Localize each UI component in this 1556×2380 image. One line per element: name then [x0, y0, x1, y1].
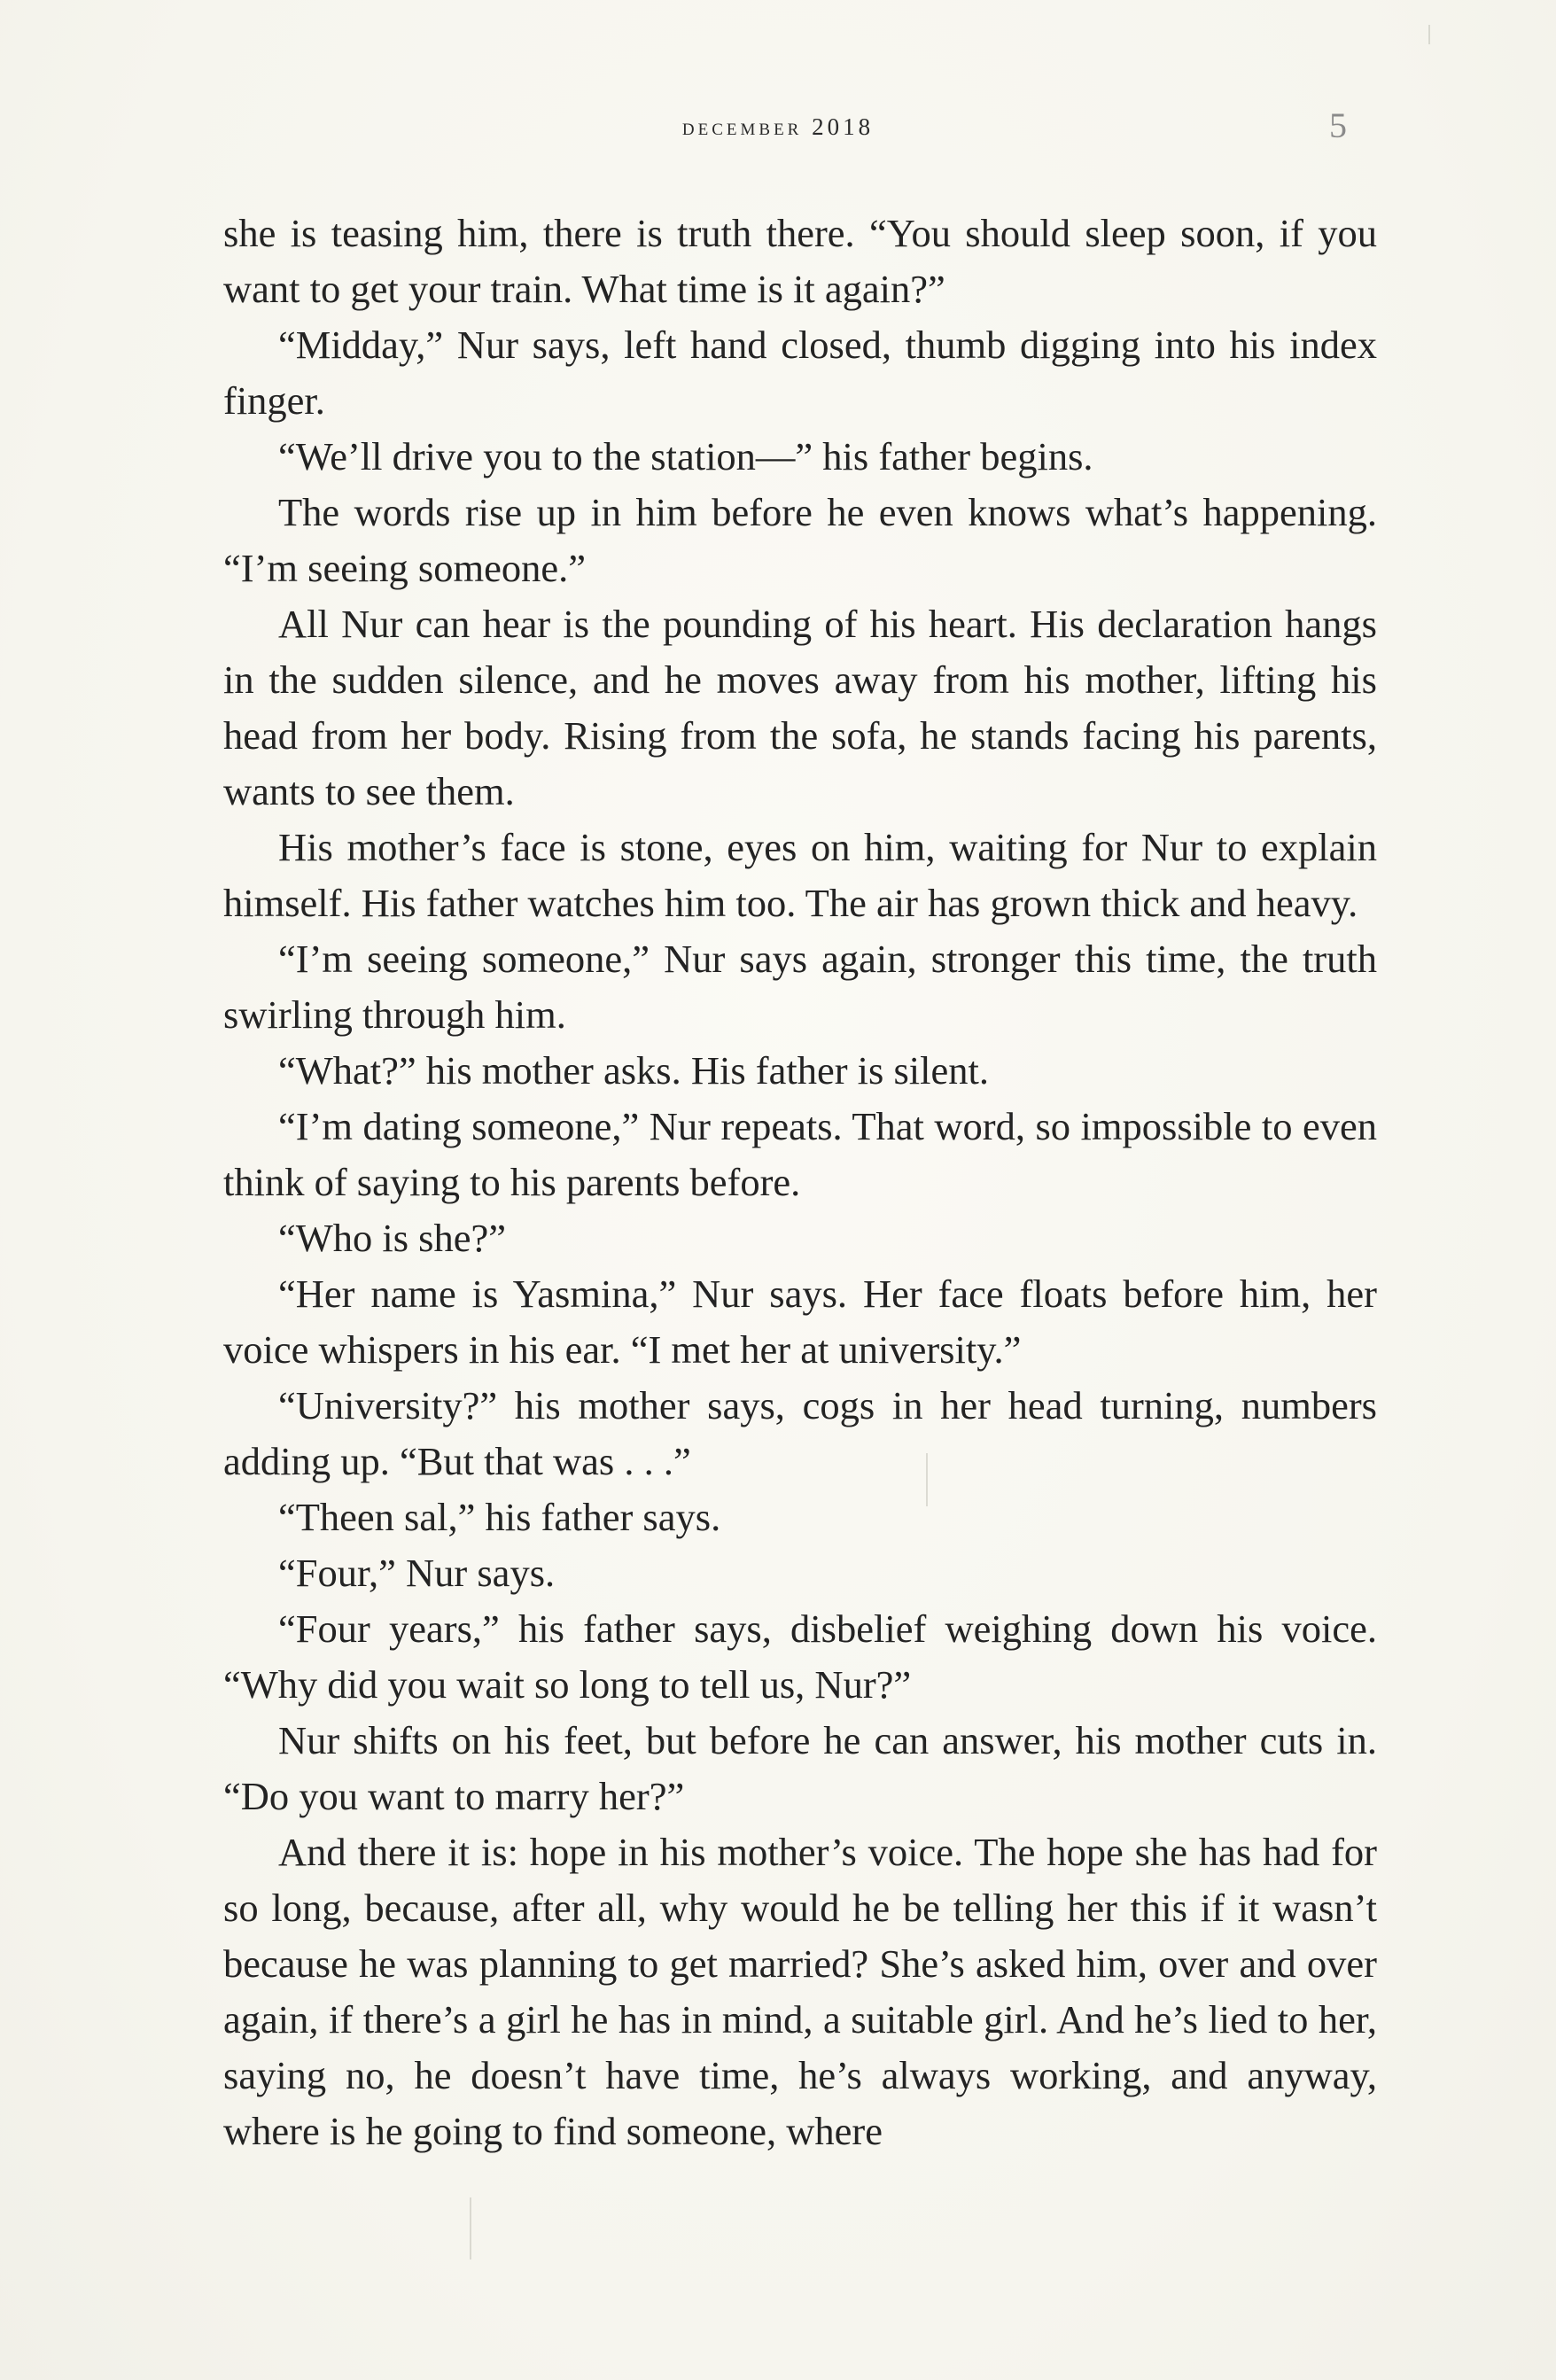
scan-artifact-mark: [1428, 25, 1430, 44]
paragraph: “Four years,” his father says, disbelief weighing down his voice. “Why did you wait so long to tell us, Nur?”: [223, 1606, 1377, 1707]
body-text: [223, 206, 1377, 2159]
paragraph: “I’m seeing someone,” Nur says again, stronger this time, the truth swirling through him.: [223, 937, 1377, 1037]
paragraph: And there it is: hope in his mother’s voice. The hope she has had for so long, because, after all, why would he be telling her this if it wasn’t because he was planning to get married? She’s asked him, over and over again, if there’s a girl he has in mind, a suitable girl. And he’s lied to her, saying no, he doesn’t have time, he’s always working, and anyway, where is he going to find someone, where: [223, 1830, 1377, 2153]
paragraph: she is teasing him, there is truth there. “You should sleep soon, if you want to get your train. What time is it again?”: [223, 211, 1377, 311]
paragraph: Nur shifts on his feet, but before he can answer, his mother cuts in. “Do you want to marry her?”: [223, 1718, 1377, 1818]
paragraph: His mother’s face is stone, eyes on him, waiting for Nur to explain himself. His father watches him too. The air has grown thick and heavy.: [223, 825, 1377, 925]
page-number: 5: [1329, 105, 1347, 145]
paragraph: “I’m dating someone,” Nur repeats. That word, so impossible to even think of saying to his parents before.: [223, 1104, 1377, 1204]
paragraph: “Her name is Yasmina,” Nur says. Her face floats before him, her voice whispers in his ear. “I met her at university.”: [223, 1272, 1377, 1372]
paragraph: “We’ll drive you to the station—” his father begins.: [278, 434, 1093, 478]
paragraph: “Four,” Nur says.: [278, 1551, 556, 1595]
running-head: december 2018: [681, 113, 875, 140]
paragraph: All Nur can hear is the pounding of his heart. His declaration hangs in the sudden silence, and he moves away from his mother, lifting his head from her body. Rising from the sofa, he stands facing his parents, wants to see them.: [223, 602, 1377, 813]
paragraph: “Midday,” Nur says, left hand closed, thumb digging into his index finger.: [223, 323, 1377, 423]
scan-artifact-mark: [470, 2197, 471, 2259]
paragraph: “Who is she?”: [278, 1216, 507, 1260]
paragraph: “Theen sal,” his father says.: [278, 1495, 721, 1539]
paragraph: “What?” his mother asks. His father is silent.: [278, 1048, 990, 1093]
paragraph: The words rise up in him before he even knows what’s happening. “I’m seeing someone.”: [223, 490, 1377, 590]
scan-artifact-mark: [926, 1453, 928, 1506]
paragraph: “University?” his mother says, cogs in her head turning, numbers adding up. “But that was . . .”: [223, 1383, 1377, 1483]
